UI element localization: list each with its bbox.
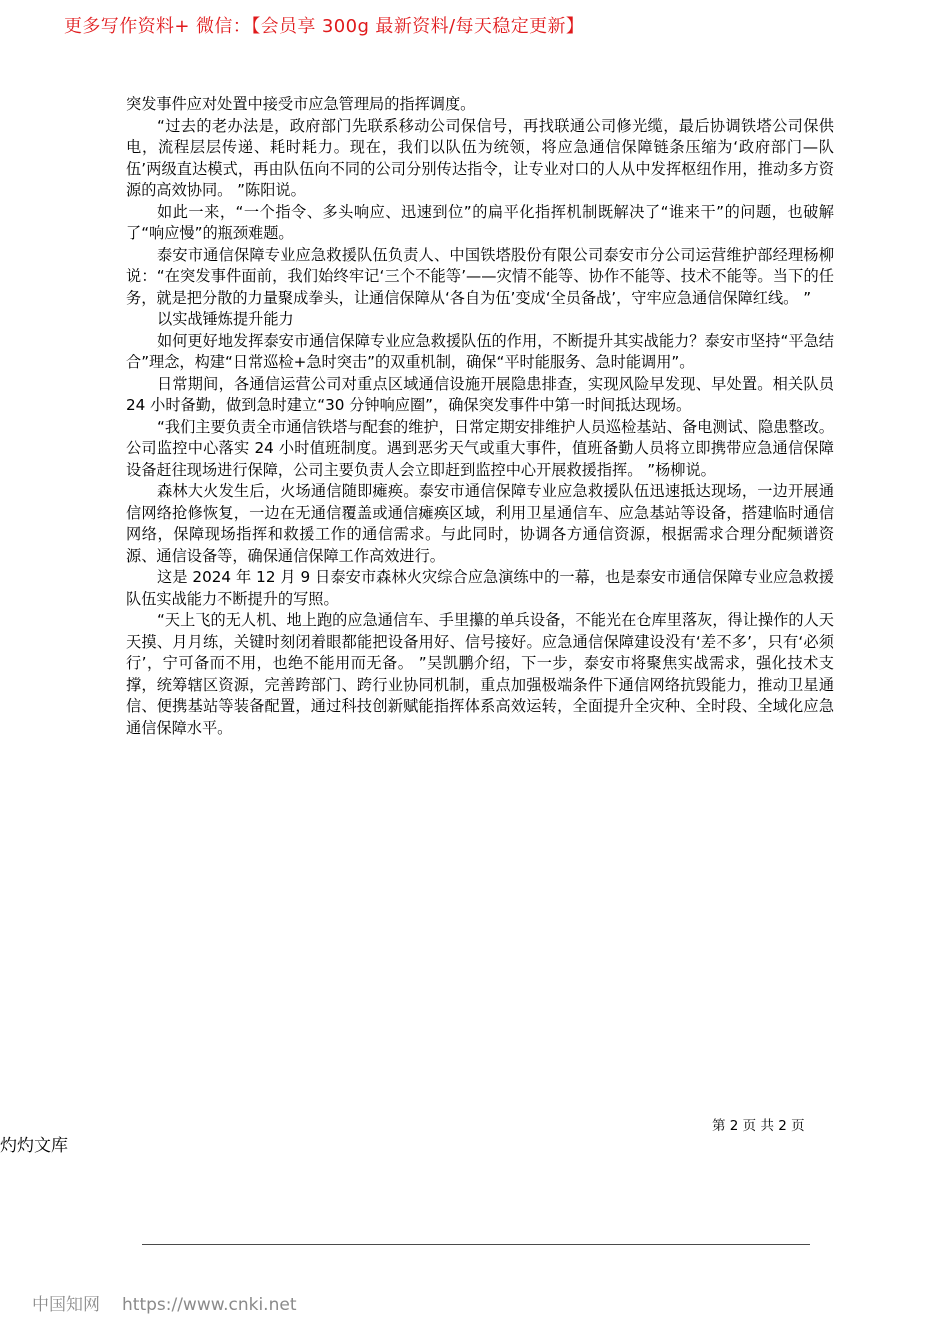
paragraph-continuation: 突发事件应对处置中接受市应急管理局的指挥调度。 <box>126 95 476 113</box>
paragraph-quote-yangliu: 泰安市通信保障专业应急救援队伍负责人、中国铁塔股份有限公司泰安市分公司运营维护部经理杨柳说：“在突发事件面前，我们始终牢记‘三个不能等’——灾情不能等、协作不能等、技术不能等。当下的任务，就是把分散的力量聚成拳头，让通信保障从‘各自为伍’变成‘全员备战’，守牢应急通信保障红线。 ” <box>126 245 834 307</box>
cnki-name: 中国知网 <box>32 1295 100 1315</box>
paragraph-tower-maintenance: “我们主要负责全市通信铁塔与配套的维护，日常定期安排维护人员巡检基站、备电测试、隐患整改。公司监控中心落实 24 小时值班制度。遇到恶劣天气或重大事件，值班备勤人员将立即携带应急通信保障设备赶往现场进行保障，公司主要负责人会立即赶到监控中心开展救援指挥。 ”杨柳说。 <box>126 417 834 479</box>
paragraph-daily-patrol: 日常期间，各通信运营公司对重点区域通信设施开展隐患排查，实现风险早发现、早处置。相关队员 24 小时备勤，做到急时建立“30 分钟响应圈”，确保突发事件中第一时间抵达现场。 <box>126 374 834 414</box>
paragraph-flat-command: 如此一来，“一个指令、多头响应、迅速到位”的扁平化指挥机制既解决了“谁来干”的问题，也破解了“响应慢”的瓶颈难题。 <box>126 202 834 242</box>
article-body <box>126 94 834 739</box>
paragraph-quote-chenyang: “过去的老办法是，政府部门先联系移动公司保信号，再找联通公司修光缆，最后协调铁塔公司保供电，流程层层传递、耗时耗力。现在，我们以队伍为统领，将应急通信保障链条压缩为‘政府部门—队伍’两级直达模式，再由队伍向不同的公司分别传达指令，让专业对口的人从中发挥枢纽作用，推动多方资源的高效协同。 ”陈阳说。 <box>126 116 834 199</box>
paragraph-forest-fire: 森林大火发生后，火场通信随即瘫痪。泰安市通信保障专业应急救援队伍迅速抵达现场，一边开展通信网络抢修恢复，一边在无通信覆盖或通信瘫痪区域，利用卫星通信车、应急基站等设备，搭建临时通信网络，保障现场指挥和救援工作的通信需求。与此同时，协调各方通信资源，根据需求合理分配频谱资源、通信设备等，确保通信保障工作高效进行。 <box>126 482 834 565</box>
footer-divider <box>142 1244 810 1245</box>
paragraph-drill: 这是 2024 年 12 月 9 日泰安市森林火灾综合应急演练中的一幕，也是泰安市通信保障专业应急救援队伍实战能力不断提升的写照。 <box>126 568 834 608</box>
library-watermark: 灼灼文库 <box>0 1136 68 1156</box>
section-heading: 以实战锤炼提升能力 <box>157 310 294 328</box>
cnki-url-link[interactable]: https://www.cnki.net <box>122 1295 297 1315</box>
cnki-footer <box>32 1293 296 1317</box>
paragraph-quote-wukaipeng: “天上飞的无人机、地上跑的应急通信车、手里攥的单兵设备，不能光在仓库里落灰，得让操作的人天天摸、月月练，关键时刻闭着眼都能把设备用好、信号接好。应急通信保障建设没有‘差不多’，只有‘必须行’，宁可备而不用，也绝不能用而无备。 ”吴凯鹏介绍，下一步，泰安市将聚焦实战需求，强化技术支撑，统筹辖区资源，完善跨部门、跨行业协同机制，重点加强极端条件下通信网络抗毁能力，推动卫星通信、便携基站等装备配置，通过科技创新赋能指挥体系高效运转，全面提升全灾种、全时段、全域化应急通信保障水平。 <box>126 611 834 737</box>
promo-banner: 更多写作资料+ 微信：【会员享 300g 最新资料/每天稳定更新】 <box>64 16 585 37</box>
paragraph-dual-mechanism: 如何更好地发挥泰安市通信保障专业应急救援队伍的作用，不断提升其实战能力？泰安市坚持“平急结合”理念，构建“日常巡检+急时突击”的双重机制，确保“平时能服务、急时能调用”。 <box>126 331 834 371</box>
page-number: 第 2 页 共 2 页 <box>712 1118 805 1134</box>
